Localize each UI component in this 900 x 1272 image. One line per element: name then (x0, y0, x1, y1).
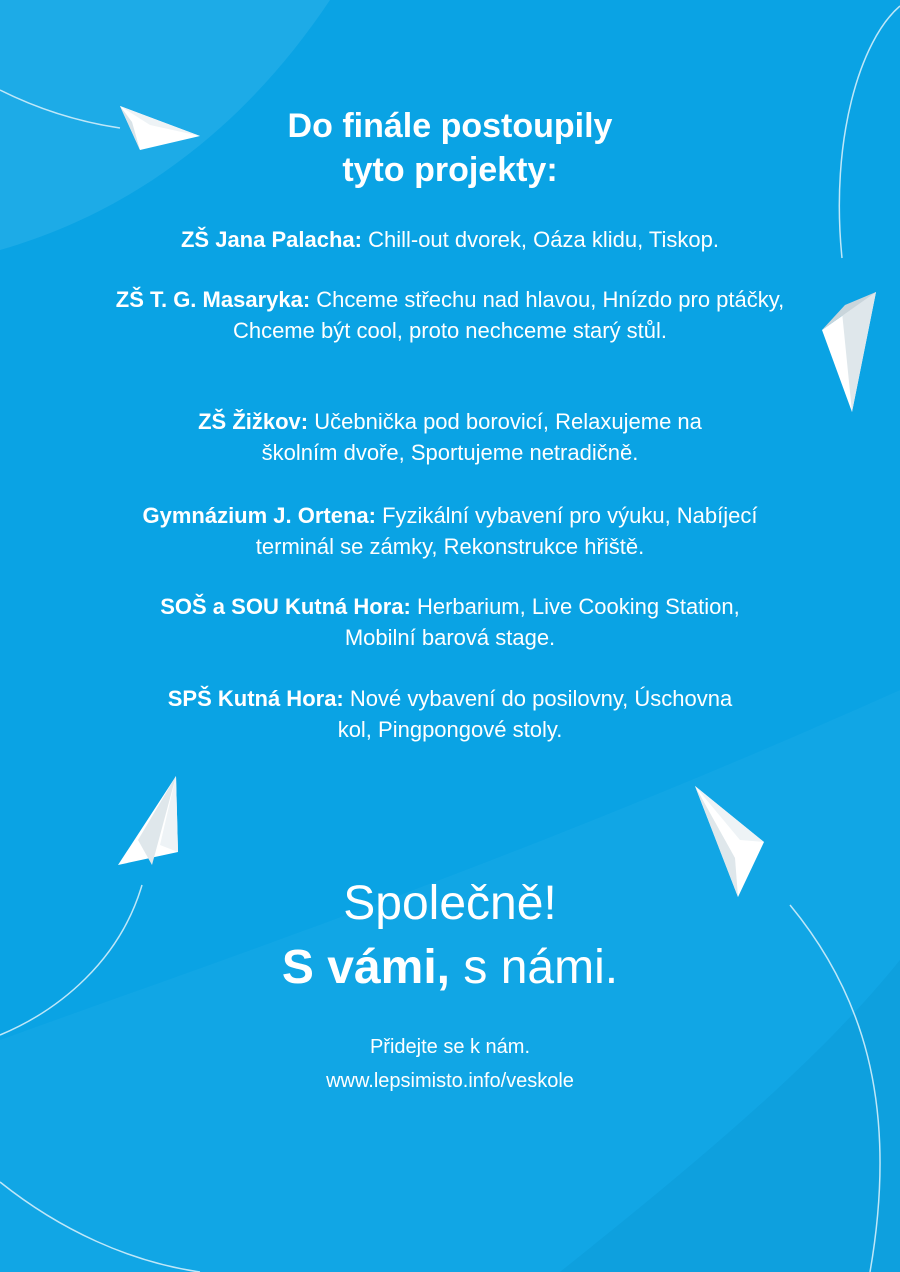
project-list: Nové vybavení do posilovny, Úschovna kol, Pingpongové stoly. (337, 686, 733, 742)
invite-text: Přidejte se k nám. (369, 1036, 531, 1058)
school-name: SPŠ Kutná Hora: (167, 686, 344, 711)
project-list: Chceme střechu nad hlavou, Hnízdo pro ptáčky, Chceme být cool, proto nechceme starý stůl. (232, 287, 785, 343)
headline (150, 104, 750, 192)
footer (150, 1030, 750, 1098)
slogan-rest: s námi. (450, 941, 619, 994)
finalist-entry (140, 591, 760, 653)
school-name: ZŠ Žižkov: (198, 409, 309, 434)
school-name: ZŠ T. G. Masaryka: (115, 287, 311, 312)
project-list: Učebnička pod borovicí, Relaxujeme na školním dvoře, Sportujeme netradičně. (261, 409, 702, 465)
school-name: SOŠ a SOU Kutná Hora: (160, 594, 411, 619)
project-list: Fyzikální vybavení pro výuku, Nabíjecí terminál se zámky, Rekonstrukce hřiště. (255, 503, 758, 559)
headline-line-1: Do finále postoupily (287, 107, 613, 145)
finalist-entry (120, 500, 780, 562)
finalist-entry (100, 224, 800, 255)
slogan-line-2 (150, 936, 750, 1000)
slogan (150, 872, 750, 1000)
project-list: Herbarium, Live Cooking Station, Mobilní barová stage. (344, 594, 740, 650)
finalist-entry (160, 683, 740, 745)
headline-line-2: tyto projekty: (342, 151, 558, 189)
slogan-line-1: Společně! (343, 877, 557, 930)
school-name: Gymnázium J. Ortena: (142, 503, 376, 528)
project-list: Chill-out dvorek, Oáza klidu, Tiskop. (361, 227, 720, 252)
website-link[interactable]: www.lepsimisto.info/veskole (326, 1070, 574, 1092)
slogan-bold-part: S vámi, (281, 941, 451, 994)
finalist-entry (100, 284, 800, 346)
school-name: ZŠ Jana Palacha: (180, 227, 362, 252)
finalist-entry (175, 406, 725, 468)
